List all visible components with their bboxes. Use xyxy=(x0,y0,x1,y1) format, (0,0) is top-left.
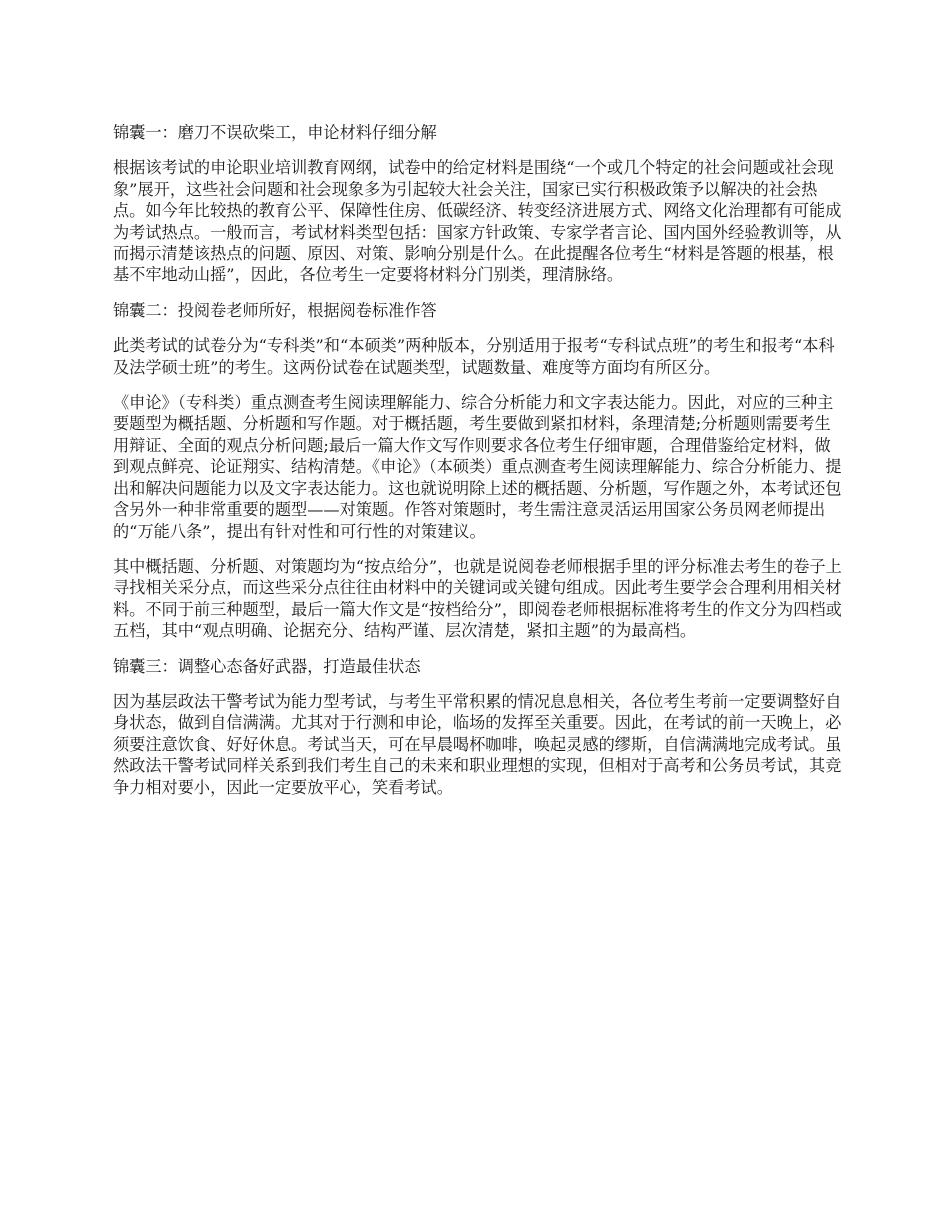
paragraph-3: 《申论》（专科类）重点测查考生阅读理解能力、综合分析能力和文字表达能力。因此，对应的三种主要题型为概括题、分析题和写作题。对于概括题，考生要做到紧扣材料，条理清楚;分析题则需要考生用辩证、全面的观点分析问题;最后一篇大作文写作则要求各位考生仔细审题，合理借鉴给定材料，做到观点鲜亮、论证翔实、结构清楚。《申论》（本硕类）重点测查考生阅读理解能力、综合分析能力、提出和解决问题能力以及文字表达能力。这也就说明除上述的概括题、分析题，写作题之外，本考试还包含另外一种非常重要的题型——对策题。作答对策题时，考生需注意灵活运用国家公务员网老师提出的“万能八条”，提出有针对性和可行性的对策建议。 xyxy=(113,393,842,541)
section-heading-2: 锦囊二：投阅卷老师所好，根据阅卷标准作答 xyxy=(113,300,437,320)
paragraph-5: 因为基层政法干警考试为能力型考试，与考生平常积累的情况息息相关，各位考生考前一定要调整好自身状态，做到自信满满。尤其对于行测和申论，临场的发挥至关重要。因此，在考试的前一天晚上，必须要注意饮食、好好休息。考试当天，可在早晨喝杯咖啡，唤起灵感的缪斯，自信满满地完成考试。虽然政法干警考试同样关系到我们考生自己的未来和职业理想的实现，但相对于高考和公务员考试，其竞争力相对要小，因此一定要放平心，笑看考试。 xyxy=(113,691,842,797)
section-heading-1: 锦囊一：磨刀不误砍柴工，申论材料仔细分解 xyxy=(113,123,437,142)
paragraph-1: 根据该考试的申论职业培训教育网纲，试卷中的给定材料是围绕“一个或几个特定的社会问题或社会现象”展开，这些社会问题和社会现象多为引起较大社会关注，国家已实行积极政策予以解决的社会热点。如今年比较热的教育公平、保障性住房、低碳经济、转变经济进展方式、网络文化治理都有可能成为考试热点。一般而言，考试材料类型包括：国家方针政策、专家学者言论、国内国外经验教训等，从而揭示清楚该热点的问题、原因、对策、影响分别是什么。在此提醒各位考生“材料是答题的根基，根基不牢地动山摇”，因此，各位考生一定要将材料分门别类，理清脉络。 xyxy=(113,158,842,285)
paragraph-2: 此类考试的试卷分为“专科类”和“本硕类”两种版本，分别适用于报考“专科试点班”的考生和报考“本科及法学硕士班”的考生。这两份试卷在试题类型，试题数量、难度等方面均有所区分。 xyxy=(113,336,835,377)
section-heading-3: 锦囊三：调整心态备好武器，打造最佳状态 xyxy=(113,656,421,676)
paragraph-4: 其中概括题、分析题、对策题均为“按点给分”，也就是说阅卷老师根据手里的评分标准去考生的卷子上寻找相关采分点，而这些采分点往往由材料中的关键词或关键句组成。因此考生要学会合理利用相关材料。不同于前三种题型，最后一篇大作文是“按档给分”，即阅卷老师根据标准将考生的作文分为四档或五档，其中“观点明确、论据充分、结构严谨、层次清楚，紧扣主题”的为最高档。 xyxy=(113,556,842,641)
document-body xyxy=(113,122,845,812)
